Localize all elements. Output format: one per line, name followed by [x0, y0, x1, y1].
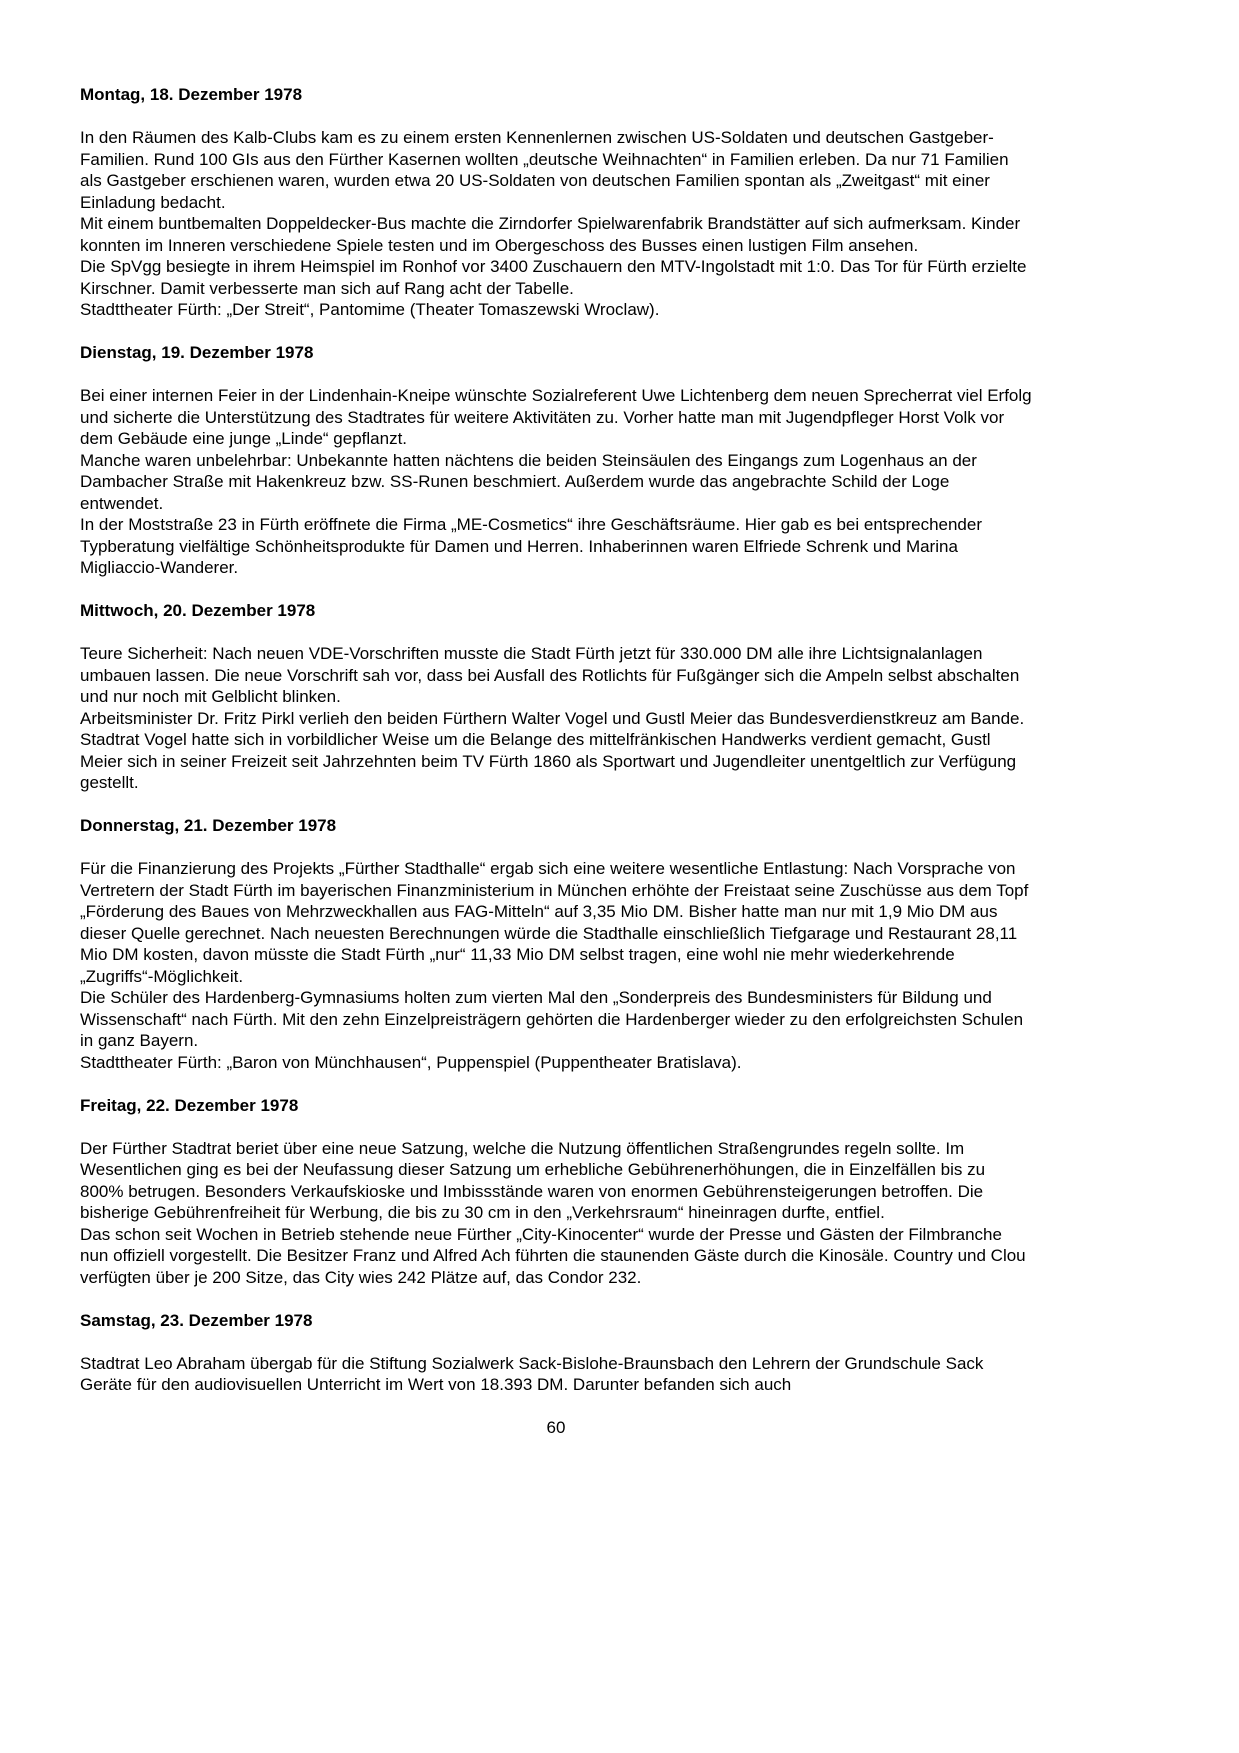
section-wednesday [80, 600, 1032, 794]
paragraph: Stadttheater Fürth: „Der Streit“, Pantomime (Theater Tomaszewski Wroclaw). [80, 300, 660, 319]
paragraph: Die SpVgg besiegte in ihrem Heimspiel im Ronhof vor 3400 Zuschauern den MTV-Ingolstadt mit 1:0. Das Tor für Fürth erzielte Kirschner. Damit verbesserte man sich auf Rang acht der Tabelle. [80, 257, 1027, 298]
paragraph: Mit einem buntbemalten Doppeldecker-Bus machte die Zirndorfer Spielwarenfabrik Brandstätter auf sich aufmerksam. Kinder konnten im Inneren verschiedene Spiele testen und im Obergeschoss des Busses einen lustigen Film ansehen. [80, 214, 1021, 255]
day-heading: Freitag, 22. Dezember 1978 [80, 1095, 299, 1115]
paragraph: Manche waren unbelehrbar: Unbekannte hatten nächtens die beiden Steinsäulen des Eingangs zum Logenhaus an der Dambacher Straße mit Hakenkreuz bzw. SS-Runen beschmiert. Außerdem wurde das angebrachte Schild der Loge entwendet. [80, 450, 977, 513]
paragraph: Die Schüler des Hardenberg-Gymnasiums holten zum vierten Mal den „Sonderpreis des Bundesministers für Bildung und Wissenschaft“ nach Fürth. Mit den zehn Einzelpreisträgern gehörten die Hardenberger wieder zu den erfolgreichsten Schulen in ganz Bayern. [80, 988, 1024, 1050]
section-saturday [80, 1310, 1032, 1396]
page-number: 60 [546, 1418, 566, 1437]
section-thursday [80, 815, 1032, 1073]
paragraph: In der Moststraße 23 in Fürth eröffnete die Firma „ME-Cosmetics“ ihre Geschäftsräume. Hier gab es bei entsprechender Typberatung vielfältige Schönheitsprodukte für Damen und Herren. Inhaberinnen waren Elfriede Schrenk und Marina Migliaccio-Wanderer. [80, 515, 983, 577]
paragraph: Teure Sicherheit: Nach neuen VDE-Vorschriften musste die Stadt Fürth jetzt für 330.000 DM alle ihre Lichtsignalanlagen umbauen lassen. Die neue Vorschrift sah vor, dass bei Ausfall des Rotlichts für Fußgänger sich die Ampeln selbst abschalten und nur noch mit Gelblicht blinken. [80, 644, 1020, 706]
paragraph: Bei einer internen Feier in der Lindenhain-Kneipe wünschte Sozialreferent Uwe Lichtenberg dem neuen Sprecherrat viel Erfolg und sicherte die Unterstützung des Stadtrates für weitere Aktivitäten zu. Vorher hatte man mit Jugendpfleger Horst Volk vor dem Gebäude eine junge „Linde“ gepflanzt. [80, 386, 1032, 448]
section-tuesday [80, 342, 1032, 579]
section-friday [80, 1095, 1032, 1289]
paragraph: Arbeitsminister Dr. Fritz Pirkl verlieh den beiden Fürthern Walter Vogel und Gustl Meier das Bundesverdienstkreuz am Bande. Stadtrat Vogel hatte sich in vorbildlicher Weise um die Belange des mittelfränkischen Handwerks verdient gemacht, Gustl Meier sich in seiner Freizeit seit Jahrzehnten beim TV Fürth 1860 als Sportwart und Jugendleiter unentgeltlich zur Verfügung gestellt. [80, 708, 1025, 792]
day-heading: Samstag, 23. Dezember 1978 [80, 1310, 313, 1330]
day-heading: Mittwoch, 20. Dezember 1978 [80, 601, 316, 620]
section-monday [80, 84, 1032, 321]
paragraph: Das schon seit Wochen in Betrieb stehende neue Fürther „City-Kinocenter“ wurde der Presse und Gästen der Filmbranche nun offiziell vorgestellt. Die Besitzer Franz und Alfred Ach führten die staunenden Gäste durch die Kinosäle. Country und Clou verfügten über je 200 Sitze, das City wies 242 Plätze auf, das Condor 232. [80, 1224, 1026, 1287]
paragraph: Für die Finanzierung des Projekts „Fürther Stadthalle“ ergab sich eine weitere wesentliche Entlastung: Nach Vorsprache von Vertretern der Stadt Fürth im bayerischen Finanzministerium in München erhöhte der Freistaat seine Zuschüsse aus dem Topf „Förderung des Baues von Mehrzweckhallen aus FAG-Mitteln“ auf 3,35 Mio DM. Bisher hatte man nur mit 1,9 Mio DM aus dieser Quelle gerechnet. Nach neuesten Berechnungen würde die Stadthalle einschließlich Tiefgarage und Restaurant 28,11 Mio DM kosten, davon müsste die Stadt Fürth „nur“ 11,33 Mio DM selbst tragen, eine wohl nie mehr wiederkehrende „Zugriffs“-Möglichkeit. [80, 859, 1029, 986]
day-heading: Donnerstag, 21. Dezember 1978 [80, 816, 337, 835]
paragraph: Stadttheater Fürth: „Baron von Münchhausen“, Puppenspiel (Puppentheater Bratislava). [80, 1052, 742, 1072]
paragraph: In den Räumen des Kalb-Clubs kam es zu einem ersten Kennenlernen zwischen US-Soldaten und deutschen Gastgeber-Familien. Rund 100 GIs aus den Fürther Kasernen wollten „deutsche Weihnachten“ in Familien erleben. Da nur 71 Familien als Gastgeber erschienen waren, wurden etwa 20 US-Soldaten von deutschen Familien spontan als „Zweitgast“ mit einer Einladung bedacht. [80, 128, 1009, 212]
day-heading: Montag, 18. Dezember 1978 [80, 85, 303, 104]
paragraph: Der Fürther Stadtrat beriet über eine neue Satzung, welche die Nutzung öffentlichen Straßengrundes regeln sollte. Im Wesentlichen ging es bei der Neufassung dieser Satzung um erhebliche Gebührenerhöhungen, die in Einzelfällen bis zu 800% betrugen. Besonders Verkaufskioske und Imbissstände waren von enormen Gebührensteigerungen betroffen. Die bisherige Gebührenfreiheit für Werbung, die bis zu 30 cm in den „Verkehrsraum“ hineinragen durfte, entfiel. [80, 1138, 986, 1222]
paragraph: Stadtrat Leo Abraham übergab für die Stiftung Sozialwerk Sack-Bislohe-Braunsbach den Lehrern der Grundschule Sack Geräte für den audiovisuellen Unterricht im Wert von 18.393 DM. Darunter befanden sich auch [80, 1353, 984, 1394]
page-content [80, 84, 1032, 1439]
day-heading: Dienstag, 19. Dezember 1978 [80, 343, 314, 362]
